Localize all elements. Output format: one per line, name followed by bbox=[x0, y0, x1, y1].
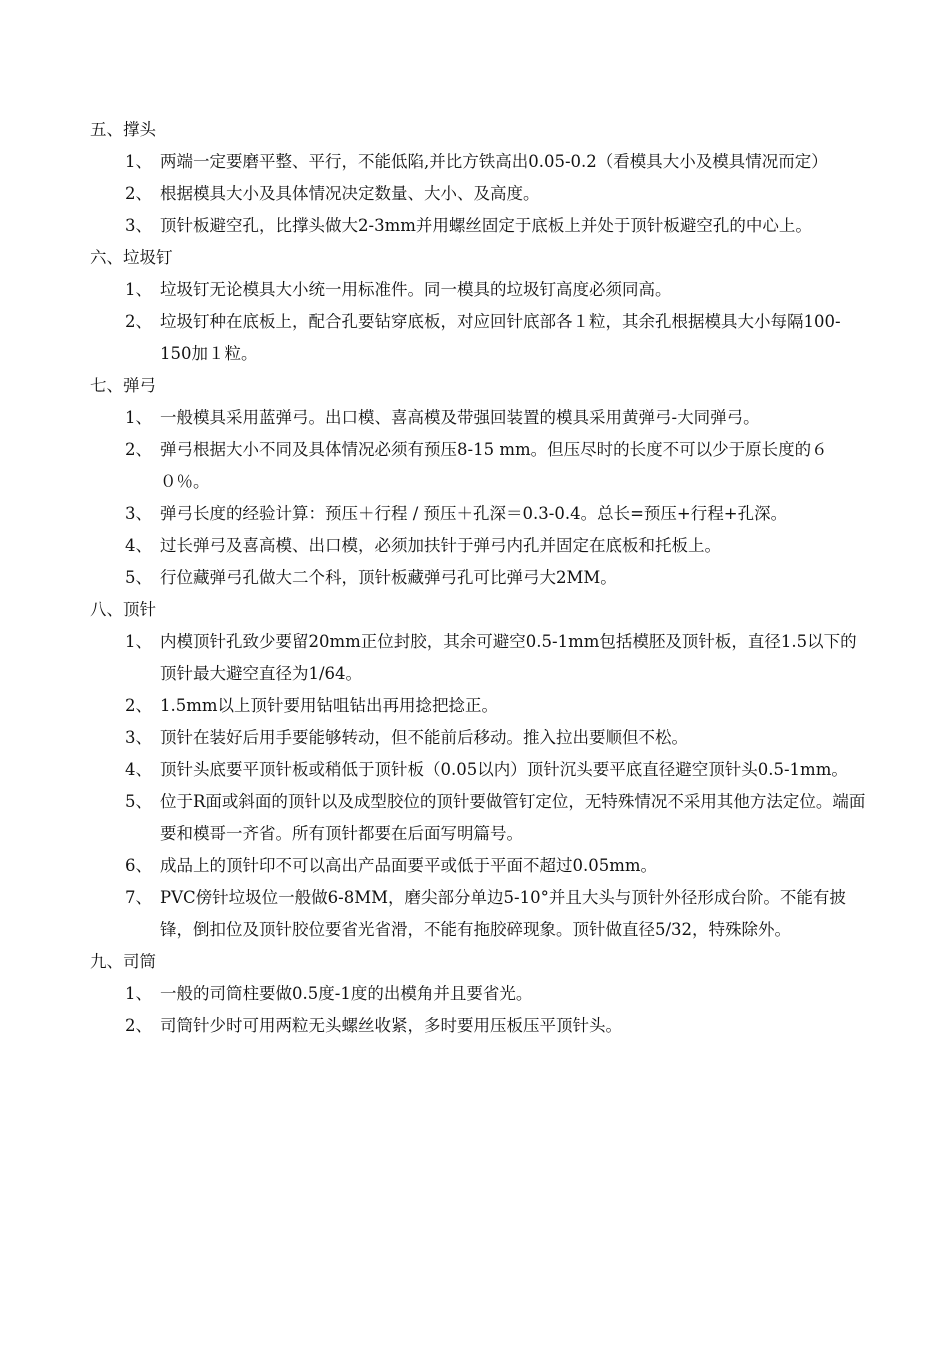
item-number: 2、 bbox=[125, 312, 152, 331]
list-item bbox=[90, 722, 870, 754]
item-text: 垃圾钉种在底板上，配合孔要钻穿底板，对应回针底部各１粒，其余孔根据模具大小每隔100-150加１粒。 bbox=[160, 312, 841, 363]
section bbox=[90, 594, 870, 946]
item-text: 成品上的顶针印不可以高出产品面要平或低于平面不超过0.05mm。 bbox=[160, 856, 658, 875]
item-text: 垃圾钉无论模具大小统一用标准件。同一模具的垃圾钉高度必须同高。 bbox=[160, 280, 672, 299]
list-item bbox=[90, 626, 870, 690]
item-number: 1、 bbox=[125, 984, 152, 1003]
item-number: 2、 bbox=[125, 440, 152, 459]
list-item bbox=[90, 274, 870, 306]
item-text: 内模顶针孔致少要留20mm正位封胶，其余可避空0.5-1mm包括模胚及顶针板，直径1.5以下的顶针最大避空直径为1/64。 bbox=[160, 632, 857, 683]
item-number: 4、 bbox=[125, 760, 152, 779]
item-number: 2、 bbox=[125, 1016, 152, 1035]
item-number: 2、 bbox=[125, 184, 152, 203]
list-item bbox=[90, 978, 870, 1010]
list-item bbox=[90, 178, 870, 210]
item-text: 两端一定要磨平整、平行，不能低陷,并比方铁高出0.05-0.2（看模具大小及模具情况而定） bbox=[160, 152, 828, 171]
item-text: 弹弓根据大小不同及具体情况必须有预压8-15 mm。但压尽时的长度不可以少于原长度的６０％。 bbox=[160, 440, 828, 491]
list-item bbox=[90, 882, 870, 946]
list-item bbox=[90, 690, 870, 722]
section bbox=[90, 114, 870, 242]
item-text: 一般模具采用蓝弹弓。出口模、喜高模及带强回装置的模具采用黄弹弓-大同弹弓。 bbox=[160, 408, 760, 427]
section-title: 五、撑头 bbox=[90, 120, 156, 139]
list-item bbox=[90, 850, 870, 882]
list-item bbox=[90, 530, 870, 562]
section bbox=[90, 242, 870, 370]
item-number: 5、 bbox=[125, 792, 152, 811]
section-title: 九、司筒 bbox=[90, 952, 156, 971]
list-item bbox=[90, 562, 870, 594]
item-text: 顶针板避空孔，比撑头做大2-3mm并用螺丝固定于底板上并处于顶针板避空孔的中心上。 bbox=[160, 216, 812, 235]
item-number: 3、 bbox=[125, 216, 152, 235]
section bbox=[90, 370, 870, 594]
item-text: 一般的司筒柱要做0.5度-1度的出模角并且要省光。 bbox=[160, 984, 533, 1003]
section-title: 八、顶针 bbox=[90, 600, 156, 619]
item-number: 1、 bbox=[125, 280, 152, 299]
list-item bbox=[90, 434, 870, 498]
list-item bbox=[90, 210, 870, 242]
item-number: 6、 bbox=[125, 856, 152, 875]
item-text: 司筒针少时可用两粒无头螺丝收紧，多时要用压板压平顶针头。 bbox=[160, 1016, 622, 1035]
item-number: 1、 bbox=[125, 632, 152, 651]
item-number: 1、 bbox=[125, 408, 152, 427]
item-number: 1、 bbox=[125, 152, 152, 171]
item-number: 4、 bbox=[125, 536, 152, 555]
item-number: 3、 bbox=[125, 728, 152, 747]
item-text: 弹弓长度的经验计算：预压＋行程 / 预压＋孔深＝0.3-0.4。总长=预压+行程+孔深。 bbox=[160, 504, 788, 523]
item-text: 顶针在装好后用手要能够转动，但不能前后移动。推入拉出要顺但不松。 bbox=[160, 728, 688, 747]
section-title: 七、弹弓 bbox=[90, 376, 156, 395]
document-body bbox=[90, 114, 870, 1042]
item-number: 2、 bbox=[125, 696, 152, 715]
item-number: 7、 bbox=[125, 888, 152, 907]
item-text: PVC傍针垃圾位一般做6-8MM，磨尖部分单边5-10°并且大头与顶针外径形成台阶。不能有披锋，倒扣位及顶针胶位要省光省滑，不能有拖胶碎现象。顶针做直径5/32，特殊除外。 bbox=[160, 888, 846, 939]
list-item bbox=[90, 402, 870, 434]
item-text: 1.5mm以上顶针要用钻咀钻出再用捻把捻正。 bbox=[160, 696, 499, 715]
item-number: 5、 bbox=[125, 568, 152, 587]
item-text: 行位藏弹弓孔做大二个科，顶针板藏弹弓孔可比弹弓大2MM。 bbox=[160, 568, 617, 587]
item-text: 根据模具大小及具体情况决定数量、大小、及高度。 bbox=[160, 184, 540, 203]
list-item bbox=[90, 306, 870, 370]
item-text: 顶针头底要平顶针板或稍低于顶针板（0.05以内）顶针沉头要平底直径避空顶针头0.5-1mm。 bbox=[160, 760, 848, 779]
list-item bbox=[90, 786, 870, 850]
list-item bbox=[90, 754, 870, 786]
list-item bbox=[90, 498, 870, 530]
item-text: 位于R面或斜面的顶针以及成型胶位的顶针要做管钉定位，无特殊情况不采用其他方法定位。端面要和模哥一齐省。所有顶针都要在后面写明篇号。 bbox=[160, 792, 866, 843]
list-item bbox=[90, 1010, 870, 1042]
item-number: 3、 bbox=[125, 504, 152, 523]
list-item bbox=[90, 146, 870, 178]
item-text: 过长弹弓及喜高模、出口模，必须加扶针于弹弓内孔并固定在底板和托板上。 bbox=[160, 536, 721, 555]
section bbox=[90, 946, 870, 1042]
section-title: 六、垃圾钉 bbox=[90, 248, 173, 267]
